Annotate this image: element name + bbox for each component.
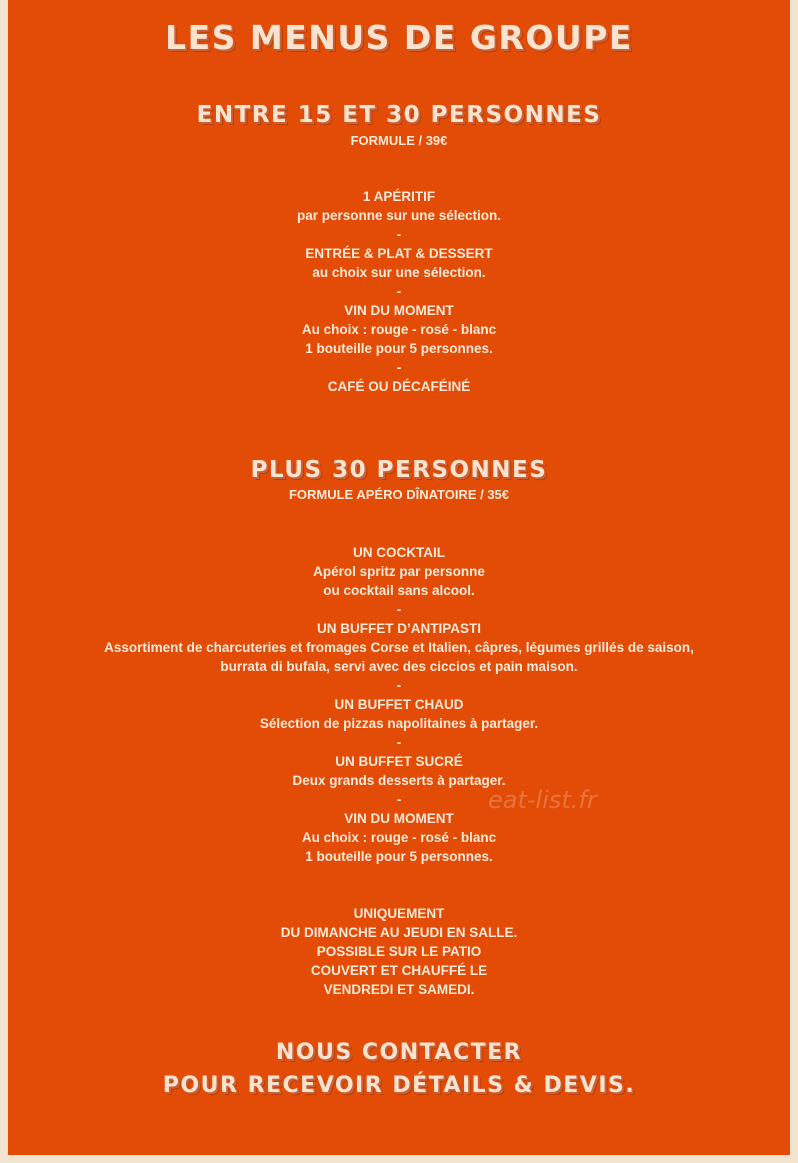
- menu-line: UN BUFFET SUCRÉ: [335, 754, 463, 769]
- contact-line-2: POUR RECEVOIR DÉTAILS & DEVIS.: [162, 1073, 636, 1098]
- availability-line: DU DIMANCHE AU JEUDI EN SALLE.: [280, 925, 518, 940]
- availability-note: [8, 904, 790, 999]
- menu-line: Sélection de pizzas napolitaines à partager.: [259, 716, 539, 731]
- section2-heading: PLUS 30 PERSONNES: [250, 457, 548, 483]
- menu-line: CAFÉ OU DÉCAFÉINÉ: [327, 379, 471, 394]
- menu-separator: -: [396, 792, 402, 807]
- menu-line: 1 bouteille pour 5 personnes.: [305, 849, 493, 864]
- menu-separator: -: [396, 602, 402, 617]
- availability-line: VENDREDI ET SAMEDI.: [323, 982, 475, 997]
- menu-card: [8, 0, 790, 1155]
- watermark: eat-list.fr: [488, 786, 597, 814]
- contact-line-1: NOUS CONTACTER: [275, 1040, 523, 1065]
- section1-formula: FORMULE / 39€: [350, 133, 448, 148]
- availability-line: COUVERT ET CHAUFFÉ LE: [310, 963, 488, 978]
- menu-line: UN COCKTAIL: [353, 545, 445, 560]
- menu-separator: -: [396, 227, 402, 242]
- section2-menu: [8, 543, 790, 866]
- menu-line: ENTRÉE & PLAT & DESSERT: [305, 246, 493, 261]
- menu-line: Apérol spritz par personne: [313, 564, 485, 579]
- menu-line: UN BUFFET D’ANTIPASTI: [317, 621, 481, 636]
- menu-separator: -: [396, 735, 402, 750]
- menu-line: ou cocktail sans alcool.: [323, 583, 475, 598]
- menu-separator: -: [396, 360, 402, 375]
- menu-line: burrata di bufala, servi avec des ciccios et pain maison.: [220, 659, 578, 674]
- contact-callout: [8, 1036, 790, 1102]
- section1-menu: [8, 187, 790, 396]
- menu-separator: -: [396, 678, 402, 693]
- menu-line: par personne sur une sélection.: [296, 208, 502, 223]
- menu-line: 1 bouteille pour 5 personnes.: [305, 341, 493, 356]
- section1-heading: ENTRE 15 ET 30 PERSONNES: [196, 102, 602, 128]
- availability-line: POSSIBLE SUR LE PATIO: [316, 944, 482, 959]
- menu-line: 1 APÉRITIF: [362, 189, 436, 204]
- menu-line: Au choix : rouge - rosé - blanc: [301, 830, 497, 845]
- menu-line: UN BUFFET CHAUD: [334, 697, 464, 712]
- availability-line: UNIQUEMENT: [353, 906, 445, 921]
- menu-line: VIN DU MOMENT: [344, 303, 454, 318]
- section2-formula: FORMULE APÉRO DÎNATOIRE / 35€: [288, 487, 510, 502]
- menu-line: Au choix : rouge - rosé - blanc: [301, 322, 497, 337]
- menu-line: Deux grands desserts à partager.: [292, 773, 506, 788]
- menu-separator: -: [396, 284, 402, 299]
- menu-line: Assortiment de charcuteries et fromages Corse et Italien, câpres, légumes grillés de saison,: [104, 640, 694, 655]
- menu-line: VIN DU MOMENT: [344, 811, 454, 826]
- page-title: LES MENUS DE GROUPE: [165, 18, 633, 57]
- menu-line: au choix sur une sélection.: [312, 265, 486, 280]
